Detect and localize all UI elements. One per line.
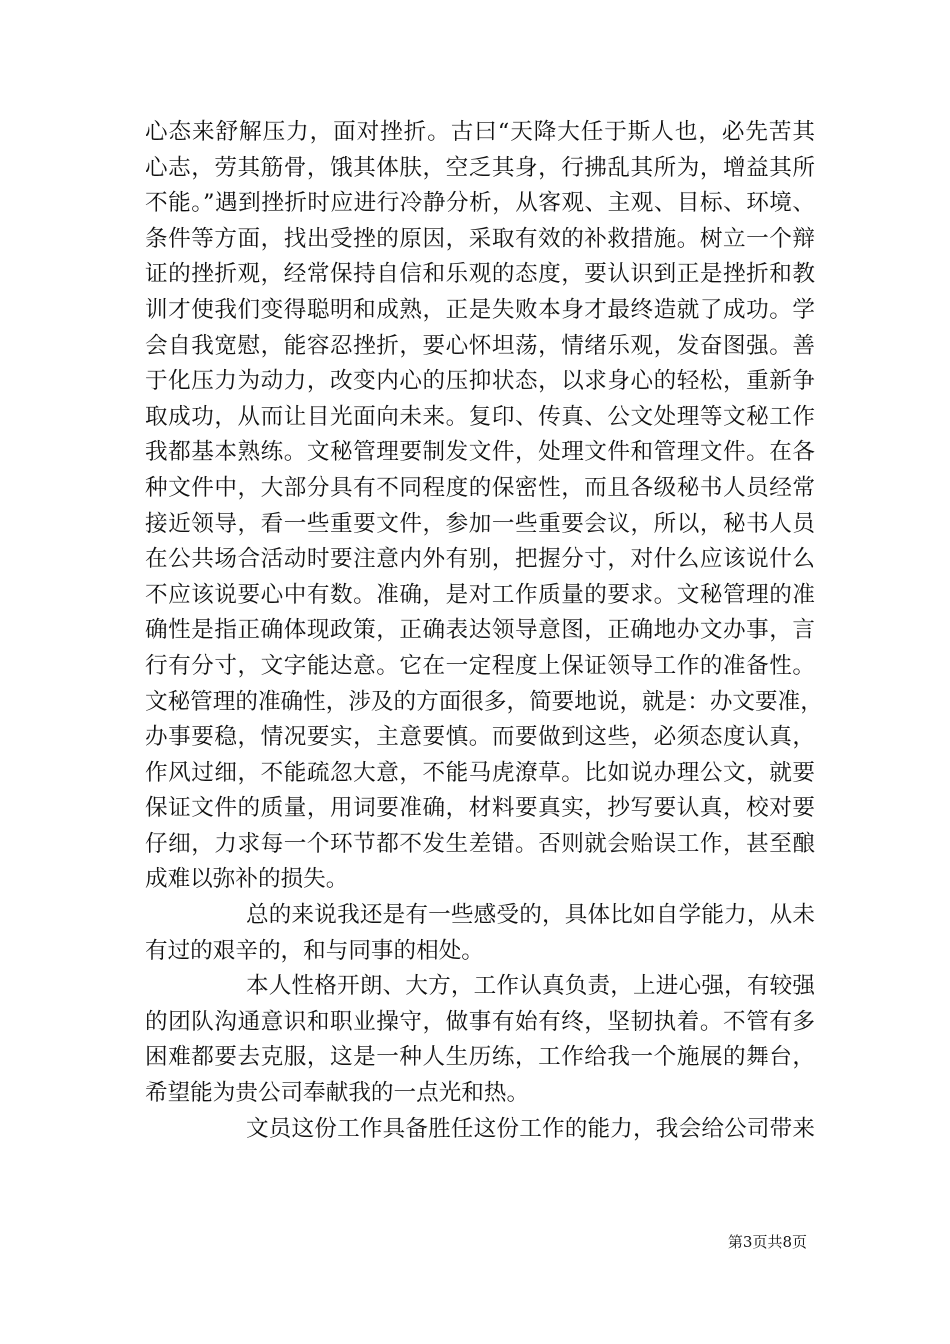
text-line: 希望能为贵公司奉献我的一点光和热。 <box>145 1080 530 1107</box>
text-line: 心志，劳其筋骨，饿其体肤，空乏其身，行拂乱其所为，增益其所 <box>145 154 815 181</box>
text-line: 条件等方面，找出受挫的原因，采取有效的补救措施。树立一个辩 <box>145 225 815 252</box>
text-line: 成难以弥补的损失。 <box>145 866 349 893</box>
text-line: 在公共场合活动时要注意内外有别，把握分寸，对什么应该说什么 <box>145 546 815 573</box>
paragraph-first-line: 本人性格开朗、大方，工作认真负责，上进心强，有较强 <box>246 973 815 1000</box>
page-number-footer: 第3页共8页 <box>727 1233 807 1251</box>
text-line: 训才使我们变得聪明和成熟，正是失败本身才最终造就了成功。学 <box>145 296 815 323</box>
text-line: 行有分寸，文字能达意。它在一定程度上保证领导工作的准备性。 <box>145 652 815 679</box>
text-line: 不能。”遇到挫折时应进行冷静分析，从客观、主观、目标、环境、 <box>145 190 815 217</box>
text-line: 保证文件的质量，用词要准确，材料要真实，抄写要认真，校对要 <box>145 795 815 822</box>
paragraph-first-line: 文员这份工作具备胜任这份工作的能力，我会给公司带来 <box>246 1115 815 1142</box>
text-line: 种文件中，大部分具有不同程度的保密性，而且各级秘书人员经常 <box>145 474 815 501</box>
text-line: 接近领导，看一些重要文件，参加一些重要会议，所以，秘书人员 <box>145 510 815 537</box>
text-line: 有过的艰辛的，和与同事的相处。 <box>145 937 484 964</box>
document-body <box>145 115 823 1147</box>
text-line: 不应该说要心中有数。准确，是对工作质量的要求。文秘管理的准 <box>145 581 815 608</box>
text-line: 于化压力为动力，改变内心的压抑状态，以求身心的轻松，重新争 <box>145 368 815 395</box>
text-line: 作风过细，不能疏忽大意，不能马虎潦草。比如说办理公文，就要 <box>145 759 815 786</box>
paragraph-first-line: 总的来说我还是有一些感受的，具体比如自学能力，从未 <box>246 902 815 929</box>
text-line: 的团队沟通意识和职业操守，做事有始有终，坚韧执着。不管有多 <box>145 1008 815 1035</box>
text-line: 心态来舒解压力，面对挫折。古曰“天降大任于斯人也，必先苦其 <box>145 119 815 145</box>
text-line: 确性是指正确体现政策，正确表达领导意图，正确地办文办事，言 <box>145 617 815 644</box>
text-line: 文秘管理的准确性，涉及的方面很多，简要地说，就是：办文要准， <box>145 688 823 715</box>
text-line: 困难都要去克服，这是一种人生历练，工作给我一个施展的舞台， <box>145 1044 815 1071</box>
text-line: 证的挫折观，经常保持自信和乐观的态度，要认识到正是挫折和教 <box>145 261 815 288</box>
text-line: 我都基本熟练。文秘管理要制发文件，处理文件和管理文件。在各 <box>145 439 815 466</box>
text-line: 会自我宽慰，能容忍挫折，要心怀坦荡，情绪乐观，发奋图强。善 <box>145 332 815 359</box>
text-line: 仔细，力求每一个环节都不发生差错。否则就会贻误工作，甚至酿 <box>145 830 815 857</box>
text-line: 办事要稳，情况要实，主意要慎。而要做到这些，必须态度认真， <box>145 724 815 751</box>
text-line: 取成功，从而让目光面向未来。复印、传真、公文处理等文秘工作 <box>145 403 815 430</box>
